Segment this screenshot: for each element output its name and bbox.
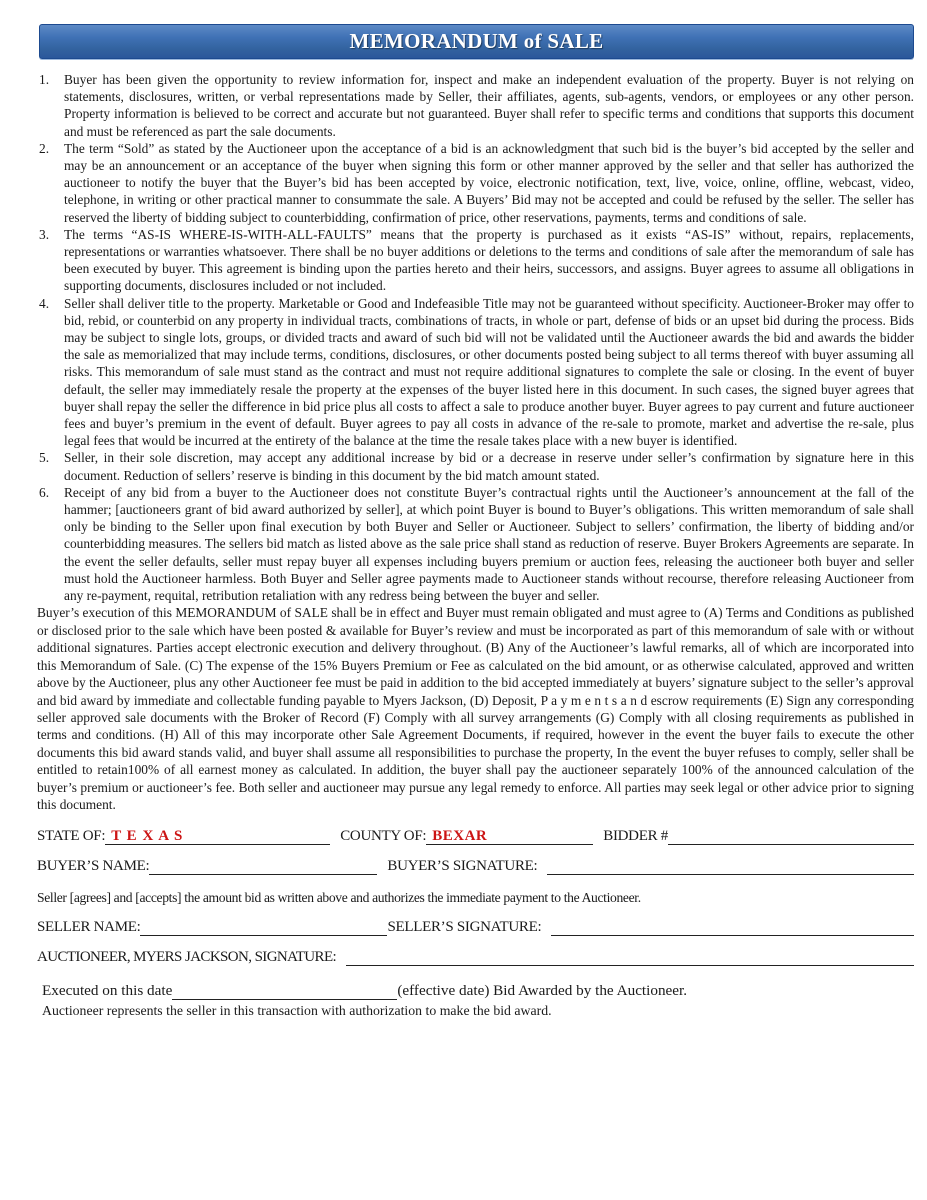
auctioneer-signature-label: AUCTIONEER, MYERS JACKSON, SIGNATURE: <box>37 948 337 965</box>
state-field[interactable] <box>105 828 330 845</box>
term-text: Buyer has been given the opportunity to review information for, inspect and make an independent evaluation of the property. Buyer is not relying on statements, disclosures, written, or verbal representations made by Seller, their affiliates, agents, sub-agents, vendors, or employees or any other person. Property information is believed to be correct and accurate but not guaranteed. Buyer shall refer to specific terms and conditions that supports this document and must be referenced as part the sale documents. <box>64 72 914 139</box>
buyer-signature-label: BUYER’S SIGNATURE: <box>387 857 538 874</box>
seller-name-field[interactable] <box>140 919 387 936</box>
seller-name-label: SELLER NAME: <box>37 918 141 935</box>
term-number: 4. <box>39 295 50 311</box>
state-value: T E X A S <box>111 827 184 844</box>
signature-form <box>37 828 914 1019</box>
buyer-name-field[interactable] <box>149 858 377 875</box>
closing-paragraph: Buyer’s execution of this MEMORANDUM of SALE shall be in effect and Buyer must remain obligated and must agree to (A) Terms and Conditions as published or disclosed prior to the sale which have been posted & available for Buyer’s review and must be incorporated as part of this memorandum of sale with or without additional signatures. Parties accept electronic execution and delivery throughout. (B) Any of the Auctioneer’s lawful remarks, all of which are incorporated into this Memorandum of Sale. (C) The expense of the 15% Buyers Premium or Fee as calculated on the bid amount, or as otherwise calculated, approved and written above by the Auctioneer, plus any other Auctioneer fee must be paid in addition to the bid accepted immediately at buyers’ signature subject to the seller’s approval and bid award by immediate and collectable funding payable to Myers Jackson, (D) Deposit, P a y m e n t s a n d escrow requirements (E) Sign any corresponding seller approved sale documents with the Broker of Record (F) Comply with all survey arrangements (G) Comply with all closing requirements as published in terms and conditions. (H) All of this may incorporate other Sale Agreement Documents, if required, however in the event the buyer fails to execute the other documents this bid award stands valid, and buyer shall assume all responsibilities to purchase the property, In the event the buyer refuses to comply, seller shall be entitled to retain100% of all earnest money as calculated. In addition, the buyer shall pay the auctioneer separately 100% of the announced calculation of the buyer’s premium or auctioneer’s fee. Both seller and auctioneer may pursue any legal remedy to enforce. All parties may seek legal or other advice prior to signing this document. <box>37 605 914 813</box>
execution-date-row <box>37 982 914 1000</box>
effective-date-note: (effective date) Bid Awarded by the Auctioneer. <box>397 981 688 999</box>
bidder-number-field[interactable] <box>668 828 914 845</box>
county-field[interactable] <box>426 828 593 845</box>
term-paragraph-2 <box>37 140 914 226</box>
state-of-label: STATE OF: <box>37 827 106 844</box>
title-banner <box>39 24 914 59</box>
seller-signature-label: SELLER’S SIGNATURE: <box>387 918 542 935</box>
buyer-signature-field[interactable] <box>547 858 914 875</box>
state-county-bidder-row <box>37 828 914 845</box>
seller-agreement-statement: Seller [agrees] and [accepts] the amount bid as written above and authorizes the immediate payment to the Auctioneer. <box>37 889 641 905</box>
county-of-label: COUNTY OF: <box>340 827 427 844</box>
auctioneer-representation-note: Auctioneer represents the seller in this transaction with authorization to make the bid award. <box>42 1002 552 1018</box>
term-number: 3. <box>39 226 50 242</box>
executed-date-label: Executed on this date <box>42 981 173 999</box>
term-paragraph-1 <box>37 71 914 140</box>
term-text: Seller, in their sole discretion, may accept any additional increase by bid or a decrease in reserve under seller’s confirmation by signature here in this document. Reduction of sellers’ reserve is binding in this document by the bid match amount stated. <box>64 450 914 483</box>
term-text: The terms “AS-IS WHERE-IS-WITH-ALL-FAULTS” means that the property is purchased as it exists “AS-IS” without, repairs, replacements, representations or warranties whatsoever. There shall be no buyer additions or deletions to the terms and conditions of sale after the memorandum of sale has been executed by buyer. This agreement is binding upon the parties hereto and their heirs, successors, and assigns. Buyer agrees to assume all obligations in supporting documents, disclosures included or not included. <box>64 226 914 294</box>
auctioneer-signature-field[interactable] <box>346 949 914 966</box>
term-paragraph-6 <box>37 484 914 604</box>
county-value: BEXAR <box>432 827 488 844</box>
term-text: Seller shall deliver title to the property. Marketable or Good and Indefeasible Title may not be guaranteed without specificity. Auctioneer-Broker may offer to bid, rebid, or counterbid on any property in individual tracts, combinations of tracts, in whole or part, defense of bids or an upset bid during the process. Bids may be subject to single lots, groups, or divided tracts and award of such bid will not be validated until the Auctioneer awards the bid and awards the bidder the sale as memorialized that may include terms, conditions, disclosures, or other documents posted being subject to all terms thereof with buyer assuming all risks. This memorandum of sale must stand as the contract and must not require additional signatures to complete the sale or closing. In the event of buyer default, the seller may immediately resale the property at the expenses of the buyer listed here in this document. In such cases, the signed buyer agrees that buyer shall repay the seller the difference in bid price plus all costs to affect a sale to produce another buyer. Buyer agrees to pay current and future auctioneer fees and buyer’s premium in the event of default. Buyer agrees to pay all costs in advance of the re-sale to promote, market and advertise the re-sale, plus legal fees that would be incurred at the entirety of the balance at the time the resale takes place with a new buyer is identified. <box>64 295 914 449</box>
buyer-row <box>37 858 914 875</box>
term-number: 6. <box>39 484 50 500</box>
term-number: 1. <box>39 72 50 87</box>
term-number: 5. <box>39 450 50 466</box>
bidder-number-label: BIDDER # <box>603 827 668 844</box>
term-paragraph-3 <box>37 226 914 295</box>
term-number: 2. <box>39 140 50 156</box>
seller-row <box>37 919 914 936</box>
seller-signature-field[interactable] <box>551 919 914 936</box>
executed-date-field[interactable] <box>172 983 397 1000</box>
buyer-name-label: BUYER’S NAME: <box>37 857 150 874</box>
term-text: The term “Sold” as stated by the Auctioneer upon the acceptance of a bid is an acknowledgment that such bid is the buyer’s bid accepted by the seller and may be an announcement or an acceptance of the buyer when signing this form or other manner approved by the seller and that seller has authorized the auctioneer to notify the buyer that the Buyer’s bid has been accepted by voice, electronic notification, text, live, voice, online, offline, webcast, video, telephone, in writing or other practical manner to consummate the sale. A Buyers’ Bid may not be accepted and could be refused by the seller. The seller has reserved the liberty of bidding subject to counterbidding, confirmation of price, other reservations, payments, terms and conditions of sale. <box>64 140 914 225</box>
term-paragraph-5 <box>37 449 914 483</box>
term-text: Receipt of any bid from a buyer to the Auctioneer does not constitute Buyer’s contractual rights until the Auctioneer’s announcement at the fall of the hammer; [auctioneers grant of bid award authorized by seller], at which point Buyer is bound to Buyer’s obligations. This written memorandum of sale shall only be binding to the Seller upon final execution by both Buyer and Seller or Auctioneer. Subject to sellers’ confirmation, the liberty of bidding and/or counterbidding measures. The sellers bid match as listed above as the sale price shall stand as reduction of reserve. Buyer Brokers Agreements are separate. In the event the seller defaults, seller must repay buyer all expenses including buyers premium or auction fees, releasing the auctioneer both buyer and seller must hold the Auctioneer harmless. Both Buyer and Seller agree payments made to Auctioneer stands without recourse, therefore releasing Auctioneer from any re-payment, requital, retribution retaliation with any redress being between the buyer and seller. <box>64 484 914 604</box>
page-title: MEMORANDUM of SALE <box>349 29 604 53</box>
auctioneer-row <box>37 949 914 966</box>
terms-list <box>37 71 914 604</box>
term-paragraph-4 <box>37 295 914 450</box>
